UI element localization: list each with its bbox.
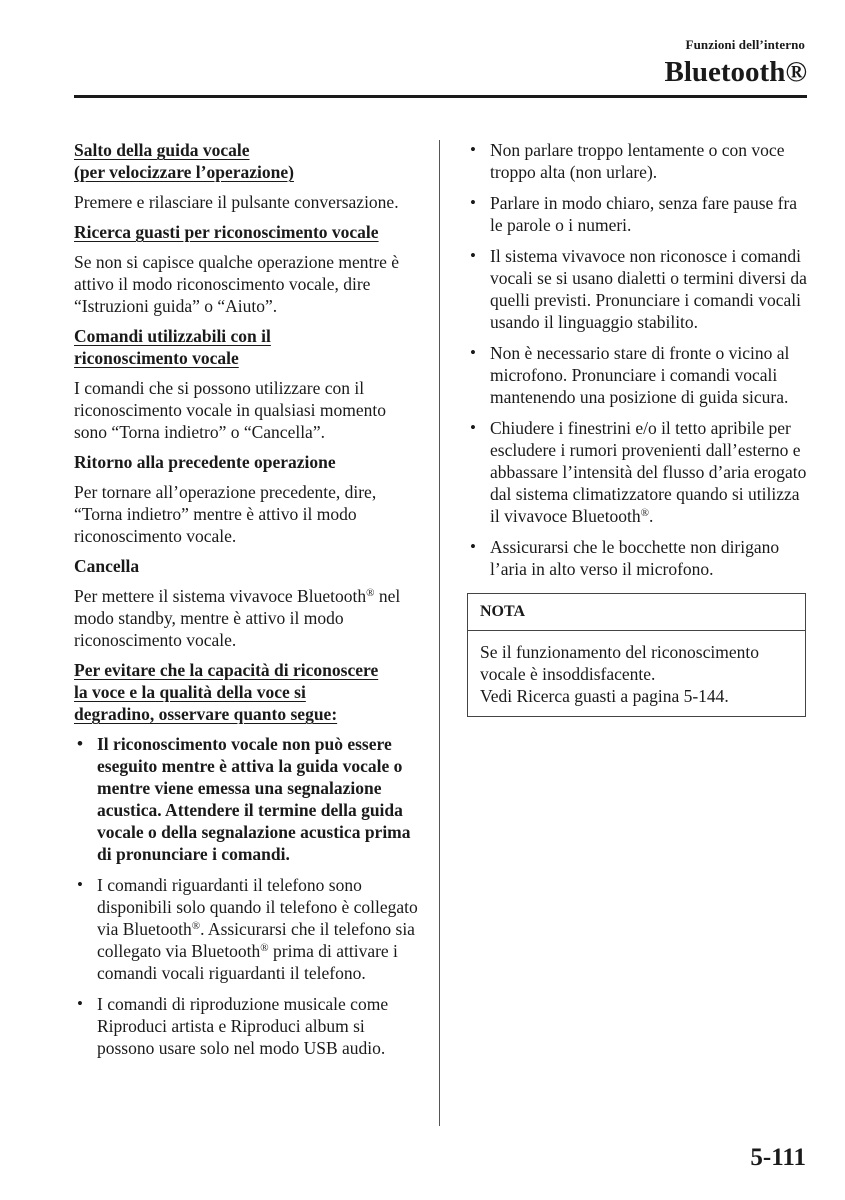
heading-line: Salto della guida vocale <box>74 140 250 160</box>
registered-mark: ® <box>366 587 375 599</box>
list-item <box>74 874 419 984</box>
heading-line: Comandi utilizzabili con il <box>74 326 271 346</box>
text-run: Chiudere i finestrini e/o il tetto apribile per escludere i rumori provenienti dall’esterno e abbassare l’intensità del flusso d’aria erogato dal sistema climatizzatore quando si utilizza il vivavoce Bluetooth <box>490 418 807 526</box>
paragraph: Se non si capisce qualche operazione mentre è attivo il modo riconoscimento vocale, dire “Istruzioni guida” o “Aiuto”. <box>74 252 400 316</box>
page-title: Bluetooth® <box>664 56 807 88</box>
list-item: • Il riconoscimento vocale non può essere eseguito mentre è attiva la guida vocale o mentre viene emessa una segnalazione acustica. Attendere il termine della guida vocale o della segnalazione acustica prima di pronunciare i comandi. <box>74 733 419 865</box>
list-item: • Non è necessario stare di fronte o vicino al microfono. Pronunciare i comandi vocali mantenendo una posizione di guida sicura. <box>467 342 807 408</box>
paragraph: Premere e rilasciare il pulsante conversazione. <box>74 192 399 212</box>
note-line: Se il funzionamento del riconoscimento vocale è insoddisfacente. <box>480 642 759 684</box>
heading-line: Per evitare che la capacità di riconoscere <box>74 660 379 680</box>
registered-mark: ® <box>260 942 269 954</box>
text-run: . Assicurarsi che il telefono sia collegato via Bluetooth <box>97 919 415 961</box>
registered-mark: ® <box>640 507 650 519</box>
page-number: 5-111 <box>750 1144 806 1171</box>
heading-line: degradino, osservare quanto segue: <box>74 704 338 724</box>
left-column <box>74 139 419 1068</box>
note-box <box>467 593 806 717</box>
heading-line: (per velocizzare l’operazione) <box>74 162 294 182</box>
list-item <box>467 417 807 527</box>
heading-previous-operation: Ritorno alla precedente operazione <box>74 452 336 472</box>
heading-cancel: Cancella <box>74 556 140 576</box>
note-line: Vedi Ricerca guasti a pagina 5-144. <box>480 686 729 706</box>
heading-line: la voce e la qualità della voce si <box>74 682 306 702</box>
heading-troubleshooting: Ricerca guasti per riconoscimento vocale <box>74 222 379 242</box>
header-rule <box>74 95 807 98</box>
note-body <box>468 631 805 716</box>
heading-available-commands <box>74 325 419 369</box>
heading-precautions <box>74 659 419 725</box>
paragraph: I comandi che si possono utilizzare con il riconoscimento vocale in qualsiasi momento sono “Torna indietro” o “Cancella”. <box>74 378 387 442</box>
note-title: NOTA <box>468 594 805 631</box>
paragraph <box>74 585 419 651</box>
running-header-section: Funzioni dell’interno <box>685 37 805 52</box>
text-run: prima di attivare i comandi vocali riguardanti il telefono. <box>97 941 398 983</box>
text-run: nel modo standby, mentre è attivo il modo riconoscimento vocale. <box>74 586 401 650</box>
paragraph: Per tornare all’operazione precedente, dire, “Torna indietro” mentre è attivo il modo riconoscimento vocale. <box>74 482 377 546</box>
list-item: • I comandi di riproduzione musicale come Riproduci artista e Riproduci album si possono usare solo nel modo USB audio. <box>74 993 419 1059</box>
column-divider <box>439 140 440 1126</box>
text-run: Per mettere il sistema vivavoce Bluetooth <box>74 586 367 606</box>
text-run: . <box>649 506 654 526</box>
right-column <box>467 139 807 717</box>
list-item: • Parlare in modo chiaro, senza fare pause fra le parole o i numeri. <box>467 192 807 236</box>
heading-voice-guide-skip <box>74 139 419 183</box>
list-item: • Non parlare troppo lentamente o con voce troppo alta (non urlare). <box>467 139 807 183</box>
text-run: I comandi riguardanti il telefono sono disponibili solo quando il telefono è collegato via Bluetooth <box>97 875 418 939</box>
list-item: • Assicurarsi che le bocchette non dirigano l’aria in alto verso il microfono. <box>467 536 807 580</box>
list-item: • Il sistema vivavoce non riconosce i comandi vocali se si usano dialetti o termini diversi da quelli previsti. Pronunciare i comandi vocali usando il linguaggio stabilito. <box>467 245 807 333</box>
registered-mark: ® <box>191 920 201 932</box>
heading-line: riconoscimento vocale <box>74 348 239 368</box>
tips-list <box>467 139 807 580</box>
precautions-list <box>74 733 419 1059</box>
